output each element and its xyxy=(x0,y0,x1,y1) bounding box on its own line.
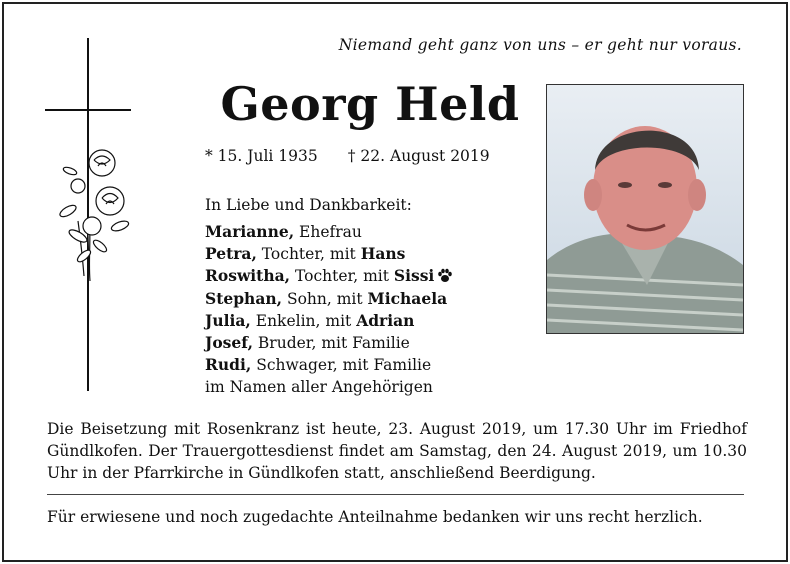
mourner-relation: Tochter, mit xyxy=(290,267,394,286)
mourner-relation: Schwager, mit Familie xyxy=(251,356,432,375)
mourner-partner: Hans xyxy=(360,244,406,264)
life-dates xyxy=(205,147,490,165)
mourner-partner: Michaela xyxy=(367,288,448,308)
paw-icon xyxy=(437,268,453,283)
mourner-name: Marianne, xyxy=(205,222,295,241)
cross-with-roses-icon xyxy=(40,36,140,396)
relatives-line: im Namen aller Angehörigen xyxy=(205,378,433,397)
closing-thanks: Für erwiesene und noch zugedachte Anteilnahme bedanken wir uns recht herzlich. xyxy=(47,508,703,526)
divider xyxy=(47,494,744,495)
mourner-row xyxy=(205,354,453,376)
mourner-row xyxy=(205,221,453,243)
mourner-row xyxy=(205,332,453,354)
mourner-name: Rudi, xyxy=(205,355,252,375)
mourner-name: Stephan, xyxy=(205,288,283,308)
mourner-partner: Adrian xyxy=(356,310,415,330)
mourner-name: Julia, xyxy=(205,310,251,330)
mourner-relation: Tochter, mit xyxy=(256,245,361,264)
mourner-row xyxy=(205,288,453,310)
mourner-name: Josef, xyxy=(205,333,253,353)
mourner-relation: Sohn, mit xyxy=(282,289,368,308)
mourner-name: Roswitha, xyxy=(205,266,291,286)
mourner-row xyxy=(205,310,453,332)
portrait-photo xyxy=(546,84,744,334)
motto: Niemand geht ganz von uns – er geht nur voraus. xyxy=(338,36,742,54)
mourner-partner: Sissi xyxy=(393,266,435,286)
mourner-row xyxy=(205,265,453,287)
portrait-image xyxy=(547,85,743,333)
mourners-list xyxy=(205,221,453,399)
funeral-details: Die Beisetzung mit Rosenkranz ist heute, 23. August 2019, um 17.30 Uhr im Friedhof Gündlkofen. Der Trauergottesdienst findet am Samstag, den 24. August 2019, um 10.30 Uhr in der Pfarrkirche in Gündlkofen statt, anschließend Beerdigung. xyxy=(47,420,747,483)
birth-date: * 15. Juli 1935 xyxy=(205,147,318,165)
thanks-intro: In Liebe und Dankbarkeit: xyxy=(205,196,412,214)
mourner-relation: Ehefrau xyxy=(294,223,362,241)
mourner-row xyxy=(205,243,453,265)
deceased-name: Georg Held xyxy=(220,77,520,131)
mourner-relation: Bruder, mit Familie xyxy=(252,334,410,353)
mourner-name: Petra, xyxy=(205,244,257,264)
death-date: † 22. August 2019 xyxy=(347,147,490,165)
mourner-relation: Enkelin, mit xyxy=(250,311,357,330)
